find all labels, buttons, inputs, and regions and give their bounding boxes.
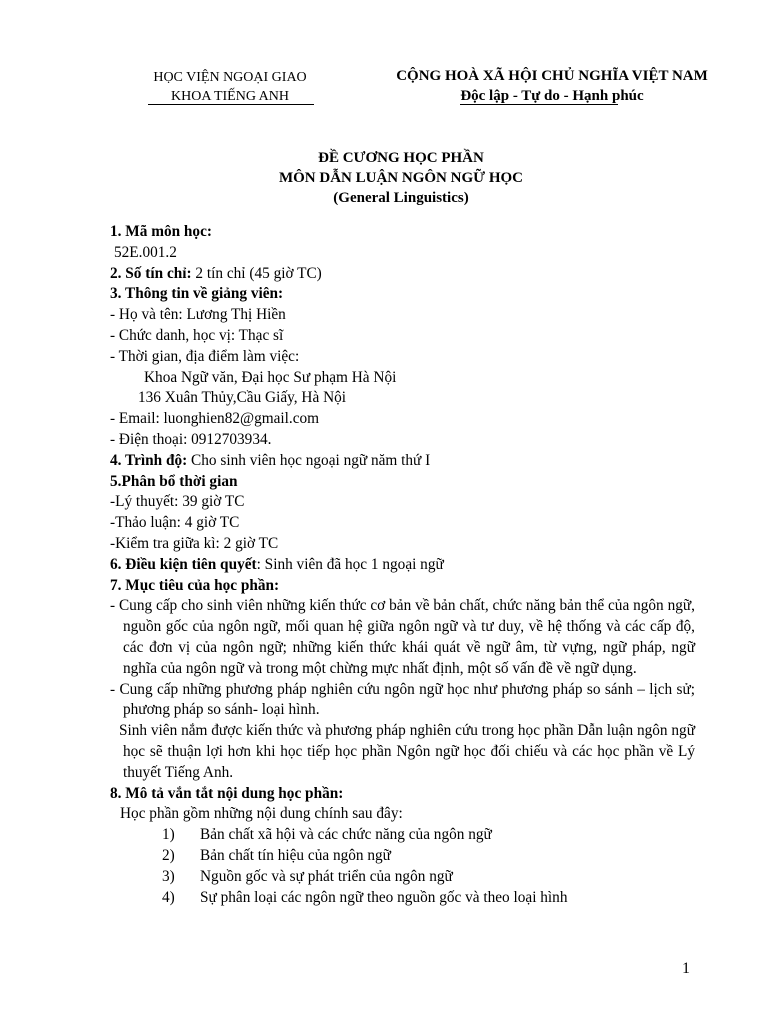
list-item-number: 3) <box>162 867 175 885</box>
time-discussion: -Thảo luận: 4 giờ TC <box>110 514 240 532</box>
work-place-label: - Thời gian, địa điểm làm việc: <box>110 347 300 365</box>
page-number: 1 <box>682 960 690 977</box>
list-item-text: Nguồn gốc và sự phát triển của ngôn ngữ <box>200 867 453 885</box>
header-faculty-name: TIẾNG ANH <box>213 89 289 104</box>
credits-value: 2 tín chỉ (45 giờ TC) <box>191 264 322 282</box>
list-item <box>110 867 695 888</box>
header-right-underline <box>460 104 618 105</box>
lecturer-name: - Họ và tên: Lương Thị Hiền <box>110 306 286 324</box>
list-item <box>110 888 695 909</box>
section-2 <box>110 264 695 285</box>
list-item-number: 1) <box>162 826 175 844</box>
section-7-heading: 7. Mục tiêu của học phần: <box>110 576 280 594</box>
objective-2: - Cung cấp những phương pháp nghiên cứu ngôn ngữ học như phương pháp so sánh – lịch sử; phương pháp so sánh- loại hình. <box>110 680 695 719</box>
list-item-number: 4) <box>162 888 175 906</box>
header-national <box>372 66 732 106</box>
time-theory: -Lý thuyết: 39 giờ TC <box>110 493 245 511</box>
title-line3: (General Linguistics) <box>333 190 469 206</box>
level-value: Cho sinh viên học ngoại ngữ năm thứ I <box>187 451 431 469</box>
list-item <box>110 846 695 867</box>
title-line1: ĐỀ CƯƠNG HỌC PHẦN <box>318 150 484 166</box>
header-motto: Độc lập - Tự do - Hạnh phúc <box>460 88 644 104</box>
section-8-heading: 8. Mô tả vắn tắt nội dung học phần: <box>110 784 344 802</box>
work-place-line2: 136 Xuân Thủy,Cầu Giấy, Hà Nội <box>138 389 347 407</box>
section-3-heading: 3. Thông tin về giảng viên: <box>110 285 284 303</box>
section-6 <box>110 555 695 576</box>
list-item-text: Sự phân loại các ngôn ngữ theo nguồn gốc và theo loại hình <box>200 888 568 906</box>
lecturer-email: - Email: luonghien82@gmail.com <box>110 410 320 428</box>
list-item-number: 2) <box>162 846 175 864</box>
list-item-text: Bản chất xã hội và các chức năng của ngôn ngữ <box>200 826 492 844</box>
title-line2: MÔN DẪN LUẬN NGÔN NGỮ HỌC <box>278 170 523 186</box>
section-4-heading: 4. Trình độ: <box>110 451 188 469</box>
section-5-heading: 5.Phân bổ thời gian <box>110 472 238 490</box>
course-code: 52E.001.2 <box>114 243 177 261</box>
document-body <box>110 222 695 908</box>
header-faculty-prefix: KHOA <box>171 89 211 104</box>
objective-1: - Cung cấp cho sinh viên những kiến thức cơ bản về bản chất, chức năng bản thể của ngôn ngữ, nguồn gốc của ngôn ngữ, mối quan hệ giữa ngôn ngữ và tư duy, về hệ thống và các cấp độ, các đơn vị của ngôn ngữ; những kiến thức khái quát về ngữ âm, từ vựng, ngữ pháp, ngữ nghĩa của ngôn ngữ và trong một chừng mực nhất định, một số vấn đề về ngữ dụng. <box>110 597 695 677</box>
section-6-heading: 6. Điều kiện tiên quyết <box>110 555 257 573</box>
prerequisite-value: : Sinh viên đã học 1 ngoại ngữ <box>256 555 444 573</box>
list-item-text: Bản chất tín hiệu của ngôn ngữ <box>200 846 391 864</box>
lecturer-phone: - Điện thoại: 0912703934. <box>110 430 272 448</box>
header-country: CỘNG HOÀ XÃ HỘI CHỦ NGHĨA VIỆT NAM <box>396 68 708 84</box>
lecturer-title: - Chức danh, học vị: Thạc sĩ <box>110 326 284 344</box>
header-academy: HỌC VIỆN NGOẠI GIAO <box>153 70 307 85</box>
section-4 <box>110 451 695 472</box>
section-1-heading: 1. Mã môn học: <box>110 223 212 240</box>
work-place-line1: Khoa Ngữ văn, Đại học Sư phạm Hà Nội <box>144 368 397 386</box>
content-intro: Học phần gồm những nội dung chính sau đây: <box>120 805 403 823</box>
header-left-underline <box>148 104 314 105</box>
section-2-heading: 2. Số tín chỉ: <box>110 264 192 282</box>
document-title <box>0 148 768 208</box>
time-midterm: -Kiểm tra giữa kì: 2 giờ TC <box>110 534 279 552</box>
list-item <box>110 825 695 846</box>
header-institution <box>130 68 330 106</box>
objective-paragraph: Sinh viên nắm được kiến thức và phương pháp nghiên cứu trong học phần Dẫn luận ngôn ngữ học sẽ thuận lợi hơn khi học tiếp học phần Ngôn ngữ học đối chiếu và các học phần về Lý thuyết Tiếng Anh. <box>119 722 695 781</box>
